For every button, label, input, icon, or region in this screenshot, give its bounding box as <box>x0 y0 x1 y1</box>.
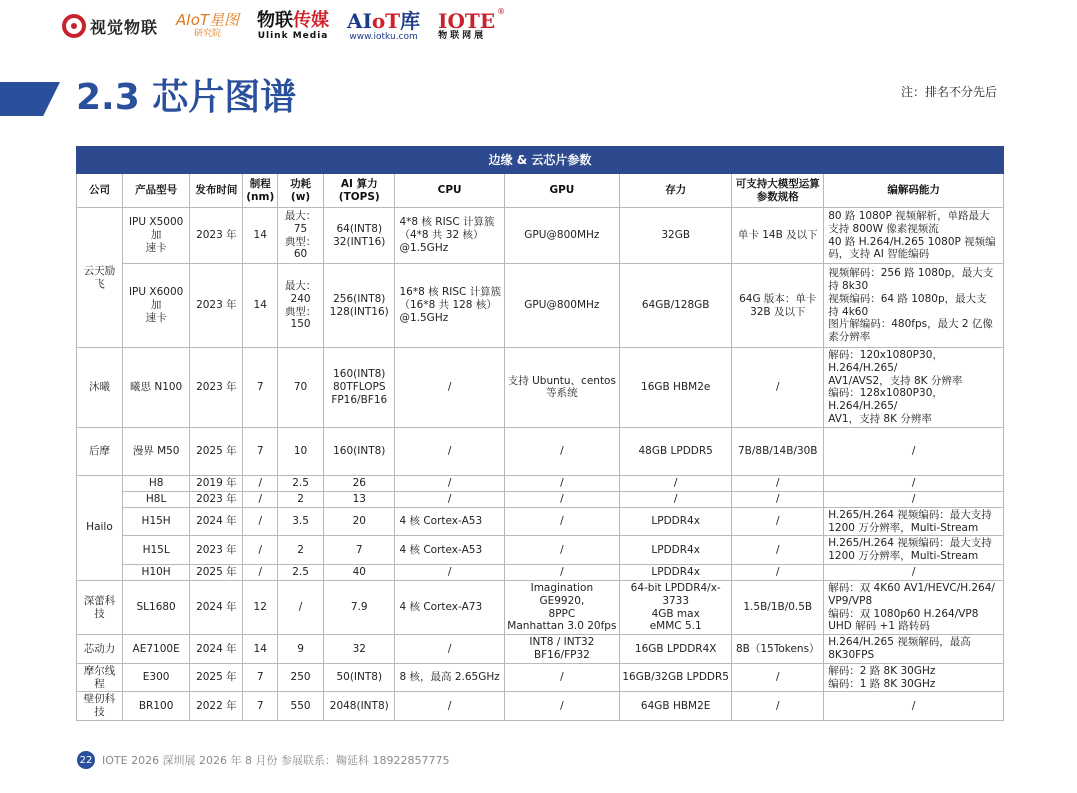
table-cell: 2048(INT8) <box>324 692 395 721</box>
logo4-ot-text: oT <box>371 8 401 33</box>
table-cell: 14 <box>243 635 278 664</box>
table-cell: 2025 年 <box>190 663 243 692</box>
table-cell: 2 <box>278 491 324 507</box>
table-cell: 4 核 Cortex-A73 <box>395 580 504 634</box>
table-cell: 8B（15Tokens） <box>732 635 824 664</box>
logo-aiotku <box>347 8 421 42</box>
table-cell: 16GB/32GB LPDDR5 <box>620 663 732 692</box>
table-cell: 漫界 M50 <box>122 427 189 475</box>
table-cell: E300 <box>122 663 189 692</box>
table-cell: 2025 年 <box>190 564 243 580</box>
table-cell: 160(INT8) 80TFLOPS FP16/BF16 <box>324 348 395 428</box>
table-row <box>77 264 1004 348</box>
table-row <box>77 475 1004 491</box>
table-cell: 7 <box>243 663 278 692</box>
ranking-note: 注：排名不分先后 <box>901 85 998 99</box>
table-cell: 曦思 N100 <box>122 348 189 428</box>
column-header: 公司 <box>77 174 123 208</box>
column-header: GPU <box>504 174 619 208</box>
table-cell: / <box>504 491 619 507</box>
table-cell: 64GB/128GB <box>620 264 732 348</box>
table-cell: / <box>620 475 732 491</box>
registered-mark: ® <box>497 7 506 16</box>
table-cell: 2023 年 <box>190 536 243 565</box>
table-cell: / <box>243 536 278 565</box>
table-cell: 50(INT8) <box>324 663 395 692</box>
company-cell: 壁仞科技 <box>77 692 123 721</box>
table-cell: 64(INT8) 32(INT16) <box>324 208 395 264</box>
table-cell: / <box>824 564 1004 580</box>
logo4-ai-text: AI <box>347 8 372 33</box>
table-cell: 7.9 <box>324 580 395 634</box>
table-cell: 13 <box>324 491 395 507</box>
table-caption-row <box>77 147 1004 174</box>
table-cell: 2024 年 <box>190 635 243 664</box>
table-cell: 3.5 <box>278 507 324 536</box>
table-cell: 550 <box>278 692 324 721</box>
table-cell: 160(INT8) <box>324 427 395 475</box>
table-cell: / <box>620 491 732 507</box>
table-cell: 2 <box>278 536 324 565</box>
table-cell: INT8 / INT32 BF16/FP32 <box>504 635 619 664</box>
table-cell: / <box>732 536 824 565</box>
table-cell: / <box>504 475 619 491</box>
table-row <box>77 208 1004 264</box>
table-cell: 7 <box>243 427 278 475</box>
table-cell: 7 <box>243 348 278 428</box>
table-cell: 7B/8B/14B/30B <box>732 427 824 475</box>
table-cell: 2.5 <box>278 475 324 491</box>
logo-iote <box>438 7 506 41</box>
table-cell: GPU@800MHz <box>504 208 619 264</box>
table-header-row <box>77 174 1004 208</box>
table-row <box>77 580 1004 634</box>
logo5-bottom-text: 物联网展 <box>438 31 487 41</box>
table-cell: / <box>732 564 824 580</box>
company-cell: 深蕾科技 <box>77 580 123 634</box>
company-cell: 后摩 <box>77 427 123 475</box>
table-cell: 7 <box>324 536 395 565</box>
column-header: 存力 <box>620 174 732 208</box>
logo-aiot-xingtu <box>176 13 239 39</box>
table-cell: / <box>243 475 278 491</box>
table-cell: / <box>504 427 619 475</box>
table-cell: Imagination GE9920, 8PPC Manhattan 3.0 20fps <box>504 580 619 634</box>
table-cell: / <box>395 475 504 491</box>
table-cell: 32GB <box>620 208 732 264</box>
logo2-top-text: AIoT星图 <box>176 11 240 29</box>
table-cell: BR100 <box>122 692 189 721</box>
table-cell: 70 <box>278 348 324 428</box>
table-cell: 7 <box>243 692 278 721</box>
table-cell: H10H <box>122 564 189 580</box>
logo3-bottom-text: Ulink Media <box>257 30 329 41</box>
table-cell: 26 <box>324 475 395 491</box>
table-cell: / <box>504 564 619 580</box>
table-cell: / <box>504 507 619 536</box>
table-cell: / <box>504 663 619 692</box>
table-row <box>77 427 1004 475</box>
table-row <box>77 663 1004 692</box>
logo2-bottom-text: 研究院 <box>194 29 222 39</box>
table-cell: 12 <box>243 580 278 634</box>
table-cell: H.265/H.264 视频编码：最大支持 1200 万分辨率，Multi-Stream <box>824 536 1004 565</box>
table-cell: 最大： 240 典型： 150 <box>278 264 324 348</box>
table-cell: 8 核，最高 2.65GHz <box>395 663 504 692</box>
table-cell: 2025 年 <box>190 427 243 475</box>
table-cell: 32 <box>324 635 395 664</box>
company-cell: 芯动力 <box>77 635 123 664</box>
table-cell: / <box>395 692 504 721</box>
company-cell: Hailo <box>77 475 123 580</box>
table-cell: 2.5 <box>278 564 324 580</box>
column-header: CPU <box>395 174 504 208</box>
table-cell: H15L <box>122 536 189 565</box>
logo3-black-text: 物联 <box>257 9 294 31</box>
table-cell: / <box>395 348 504 428</box>
table-cell: / <box>278 580 324 634</box>
table-cell: H.265/H.264 视频编码：最大支持 1200 万分辨率，Multi-Stream <box>824 507 1004 536</box>
page-title: 2.3 芯片图谱 <box>76 77 297 118</box>
table-row <box>77 692 1004 721</box>
table-row <box>77 491 1004 507</box>
logo5-top-text: IOTE <box>438 9 496 33</box>
table-cell: 80 路 1080P 视频解析，单路最大 支持 800W 像素视频流 40 路 H.264/H.265 1080P 视频编 码，支持 AI 智能编码 <box>824 208 1004 264</box>
page-number-badge: 22 <box>77 751 95 769</box>
table-cell: LPDDR4x <box>620 564 732 580</box>
table-cell: / <box>243 491 278 507</box>
company-cell: 摩尔线程 <box>77 663 123 692</box>
page-footer <box>77 751 450 769</box>
table-cell: 2024 年 <box>190 507 243 536</box>
table-cell: 9 <box>278 635 324 664</box>
header-logos <box>62 8 513 44</box>
table-cell: 视频解码：256 路 1080p，最大支 持 8k30 视频编码：64 路 1080p，最大支 持 4k60 图片解编码：480fps，最大 2 亿像 素分辨率 <box>824 264 1004 348</box>
table-row <box>77 635 1004 664</box>
table-row <box>77 536 1004 565</box>
table-cell: / <box>824 491 1004 507</box>
table-cell: 256(INT8) 128(INT16) <box>324 264 395 348</box>
table-cell: / <box>243 564 278 580</box>
column-header: 功耗 (w) <box>278 174 324 208</box>
table-cell: 2019 年 <box>190 475 243 491</box>
table-cell: IPU X5000 加 速卡 <box>122 208 189 264</box>
column-header: 编解码能力 <box>824 174 1004 208</box>
table-cell: 14 <box>243 264 278 348</box>
table-cell: H8 <box>122 475 189 491</box>
table-cell: / <box>732 491 824 507</box>
table-cell: 2023 年 <box>190 264 243 348</box>
table-cell: 2023 年 <box>190 348 243 428</box>
logo-shijue-wulian <box>62 14 158 38</box>
table-cell: 20 <box>324 507 395 536</box>
table-cell: GPU@800MHz <box>504 264 619 348</box>
table-cell: LPDDR4x <box>620 507 732 536</box>
table-row <box>77 348 1004 428</box>
table-cell: 16GB LPDDR4X <box>620 635 732 664</box>
logo4-ku-text: 库 <box>400 8 421 33</box>
table-cell: H15H <box>122 507 189 536</box>
table-cell: 2022 年 <box>190 692 243 721</box>
table-cell: / <box>732 663 824 692</box>
table-cell: 解码：双 4K60 AV1/HEVC/H.264/ VP9/VP8 编码：双 1080p60 H.264/VP8 UHD 解码 +1 路转码 <box>824 580 1004 634</box>
table-cell: 1.5B/1B/0.5B <box>732 580 824 634</box>
table-cell: 10 <box>278 427 324 475</box>
table-cell: H.264/H.265 视频解码，最高 8K30FPS <box>824 635 1004 664</box>
table-row <box>77 507 1004 536</box>
column-header: 产品型号 <box>122 174 189 208</box>
table-cell: / <box>732 475 824 491</box>
table-cell: / <box>504 536 619 565</box>
logo1-text: 视觉物联 <box>90 17 159 37</box>
table-cell: / <box>395 635 504 664</box>
table-cell: 单卡 14B 及以下 <box>732 208 824 264</box>
table-cell: 16*8 核 RISC 计算簇 （16*8 共 128 核） @1.5GHz <box>395 264 504 348</box>
table-cell: 64G 版本：单卡 32B 及以下 <box>732 264 824 348</box>
company-cell: 云天励飞 <box>77 208 123 348</box>
chip-parameter-table <box>76 146 1004 721</box>
table-row <box>77 564 1004 580</box>
table-cell: 64-bit LPDDR4/x-3733 4GB max eMMC 5.1 <box>620 580 732 634</box>
title-accent-bar <box>0 82 60 116</box>
table-cell: 2023 年 <box>190 491 243 507</box>
table-cell: 4 核 Cortex-A53 <box>395 536 504 565</box>
table-cell: 64GB HBM2E <box>620 692 732 721</box>
table-cell: / <box>824 427 1004 475</box>
table-cell: / <box>395 491 504 507</box>
footer-text: IOTE 2026 深圳展 2026 年 8 月份 参展联系：鞠延科 18922857775 <box>102 754 450 767</box>
table-cell: 16GB HBM2e <box>620 348 732 428</box>
camera-eye-icon <box>62 14 86 38</box>
table-cell: 解码：120x1080P30，H.264/H.265/ AV1/AVS2，支持 8K 分辨率 编码：128x1080P30，H.264/H.265/ AV1，支持 8K 分辨率 <box>824 348 1004 428</box>
table-cell: / <box>824 692 1004 721</box>
table-cell: / <box>395 427 504 475</box>
table-cell: 14 <box>243 208 278 264</box>
table-cell: / <box>732 692 824 721</box>
table-cell: 48GB LPDDR5 <box>620 427 732 475</box>
table-cell: 250 <box>278 663 324 692</box>
table-cell: LPDDR4x <box>620 536 732 565</box>
table-cell: 最大：75 典型：60 <box>278 208 324 264</box>
table-cell: 解码：2 路 8K 30GHz 编码：1 路 8K 30GHz <box>824 663 1004 692</box>
column-header: 可支持大模型运算 参数规格 <box>732 174 824 208</box>
table-cell: SL1680 <box>122 580 189 634</box>
column-header: 发布时间 <box>190 174 243 208</box>
logo4-url-text: www.iotku.com <box>349 31 418 42</box>
table-cell: / <box>395 564 504 580</box>
table-caption: 边缘 & 云芯片参数 <box>77 147 1004 174</box>
logo3-red-text: 传媒 <box>293 9 330 31</box>
table-cell: 4*8 核 RISC 计算簇 （4*8 共 32 核） @1.5GHz <box>395 208 504 264</box>
table-cell: AE7100E <box>122 635 189 664</box>
table-cell: / <box>243 507 278 536</box>
table-cell: 40 <box>324 564 395 580</box>
table-cell: 2024 年 <box>190 580 243 634</box>
table-cell: / <box>732 348 824 428</box>
column-header: 制程 (nm) <box>243 174 278 208</box>
table-cell: / <box>732 507 824 536</box>
table-cell: 2023 年 <box>190 208 243 264</box>
table-cell: 支持 Ubuntu、centos 等系统 <box>504 348 619 428</box>
table-cell: 4 核 Cortex-A53 <box>395 507 504 536</box>
table-cell: / <box>504 692 619 721</box>
logo-ulink-media <box>257 9 330 41</box>
company-cell: 沐曦 <box>77 348 123 428</box>
table-cell: IPU X6000 加 速卡 <box>122 264 189 348</box>
table-cell: H8L <box>122 491 189 507</box>
table-cell: / <box>824 475 1004 491</box>
column-header: AI 算力 (TOPS) <box>324 174 395 208</box>
